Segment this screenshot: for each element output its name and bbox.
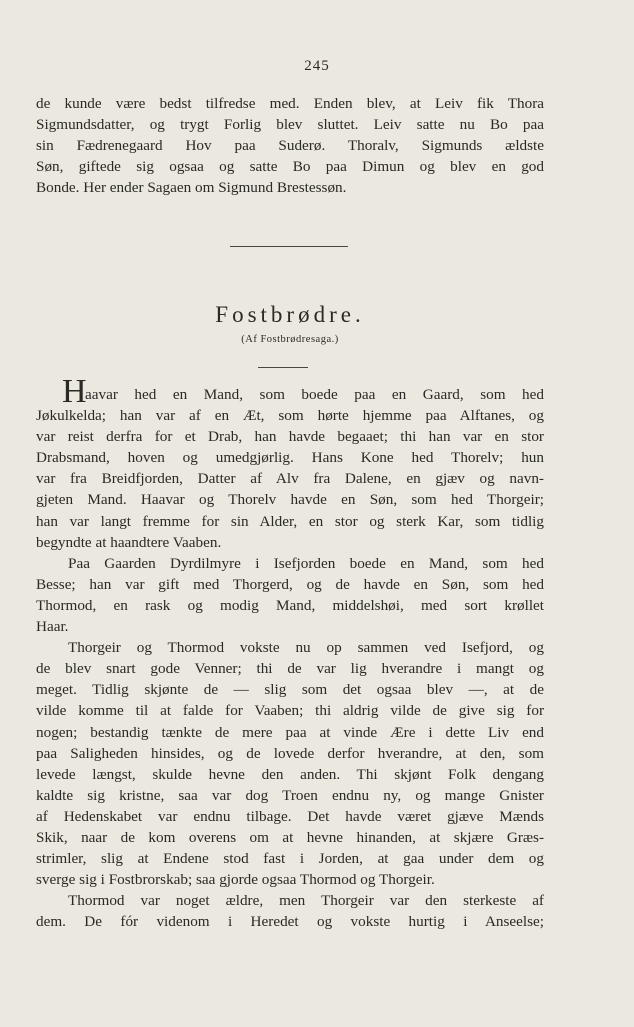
text-line: levede længst, skulde hevne den anden. Thi skjønt Folk dengang (36, 765, 544, 783)
text-line: begyndte at haandtere Vaaben. (36, 533, 222, 551)
section-divider (230, 246, 348, 247)
text-line: Thormod var noget ældre, men Thorgeir var den sterkeste af (68, 892, 544, 910)
text-line: de blev snart gode Venner; thi de var lig hverandre i mangt og (36, 660, 544, 678)
text-line: Jøkulkelda; han var af en Æt, som hørte hjemme paa Alftanes, og (36, 407, 544, 425)
text-line: Thorgeir og Thormod vokste nu op sammen ved Isefjord, og (68, 639, 544, 657)
closing-paragraph (36, 93, 544, 198)
text-line: gjeten Mand. Haavar og Thorelv havde en Søn, som hed Thorgeir; (36, 491, 544, 509)
text-line: Drabsmand, hoven og umedgjørlig. Hans Kone hed Thorelv; hun (36, 449, 544, 467)
text-line: var reist derfra for et Drab, han havde begaaet; thi han var en stor (36, 428, 544, 446)
drop-cap: H (62, 373, 87, 410)
text-line: kaldte sig kristne, saa var dog Troen endnu ny, og mange Gnister (36, 786, 544, 804)
text-line: Søn, giftede sig ogsaa og satte Bo paa Dimun og blev en god (36, 158, 544, 176)
text-line: meget. Tidlig skjønte de — slig som det ogsaa blev —, at de (36, 681, 544, 699)
text-line: var fra Breidfjorden, Datter af Alv fra Dalene, en gjæv og navn- (36, 470, 544, 488)
paragraph-haavar (36, 384, 544, 932)
chapter-subtitle: (Af Fostbrødresaga.) (241, 334, 339, 345)
text-line: Besse; han var gift med Thorgerd, og de havde en Søn, som hed (36, 575, 544, 593)
text-line: sin Fædrenegaard Hov paa Suderø. Thoralv, Sigmunds ældste (36, 137, 544, 155)
text-line: aavar hed en Mand, som boede paa en Gaard, som hed (85, 386, 544, 403)
text-line: strimler, slig at Endene stod fast i Jorden, at gaa under dem og (36, 850, 544, 868)
text-line: paa Saligheden hinsides, og de lovede derfor hverandre, at den, som (36, 744, 544, 762)
text-line: Haar. (36, 618, 69, 636)
chapter-title: Fostbrødre. (215, 302, 365, 327)
text-line: de kunde være bedst tilfredse med. Enden blev, at Leiv fik Thora (36, 95, 544, 112)
text-line: han var langt fremme for sin Alder, en stor og sterk Kar, som tidlig (36, 512, 544, 530)
text-line: Thormod, en rask og modig Mand, middelshøi, med sort krøllet (36, 596, 544, 614)
page-number: 245 (304, 58, 330, 74)
text-line: dem. De fór videnom i Heredet og vokste hurtig i Anseelse; (36, 913, 544, 931)
title-divider (258, 367, 308, 368)
text-line: Sigmundsdatter, og trygt Forlig blev sluttet. Leiv satte nu Bo paa (36, 116, 544, 134)
text-line: af Hedenskabet var endnu tilbage. Det havde været gjæve Mænds (36, 807, 544, 825)
text-line: vilde komme til at falde for Vaaben; thi aldrig vilde de give sig for (36, 702, 544, 720)
text-line: Bonde. Her ender Sagaen om Sigmund Brestessøn. (36, 179, 347, 197)
text-line: nogen; bestandig tænkte de mere paa at vinde Ære i dette Liv end (36, 723, 544, 741)
text-line: Paa Gaarden Dyrdilmyre i Isefjorden boede en Mand, som hed (68, 554, 544, 572)
text-line: Skik, naar de kom overens om at hevne hinanden, at skjære Græs- (36, 828, 544, 846)
text-line: sverge sig i Fostbrorskab; saa gjorde ogsaa Thormod og Thorgeir. (36, 871, 435, 889)
